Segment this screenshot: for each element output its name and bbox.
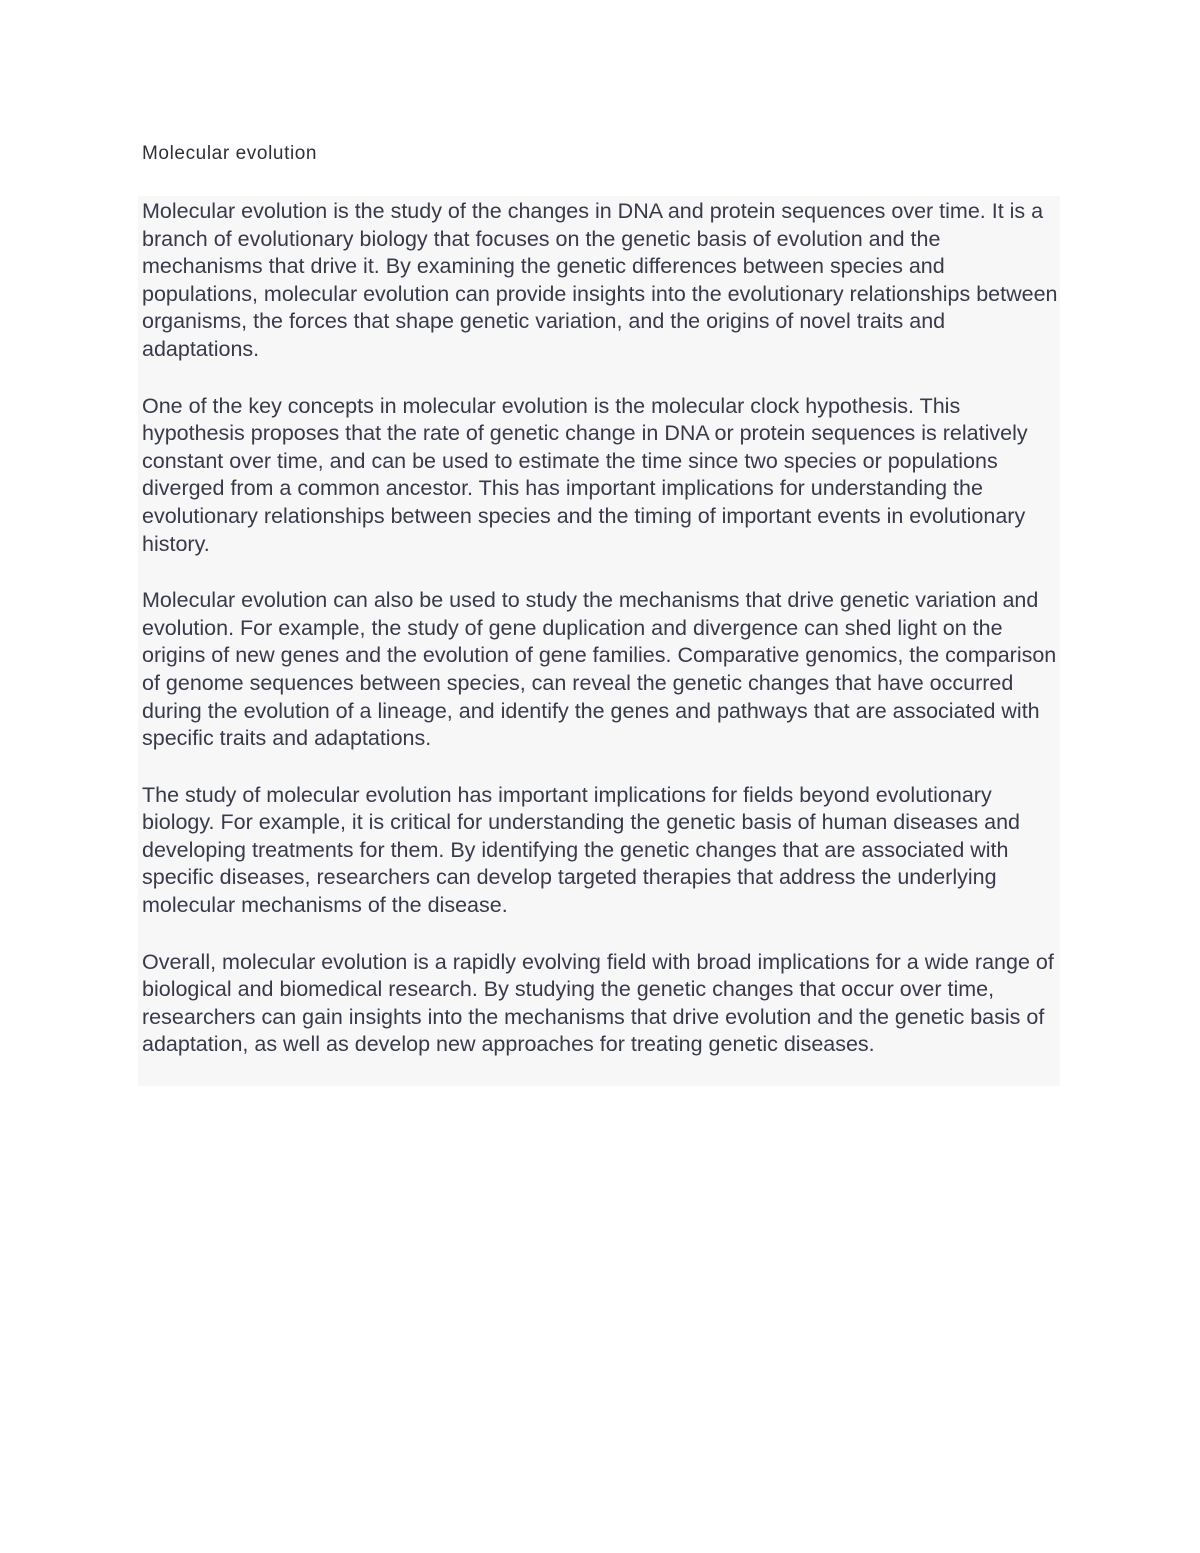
paragraph-5: Overall, molecular evolution is a rapidly evolving field with broad implications for a wide range of biological and biomedical research. By studying the genetic changes that occur over time, researchers can gain insights into the mechanisms that drive evolution and the genetic basis of adaptation, as well as develop new approaches for treating genetic diseases. [142, 949, 1054, 1057]
paragraph-4: The study of molecular evolution has important implications for fields beyond evolutionary biology. For example, it is critical for understanding the genetic basis of human diseases and developing treatments for them. By identifying the genetic changes that are associated with specific diseases, researchers can develop targeted therapies that address the underlying molecular mechanisms of the disease. [142, 782, 1020, 918]
paragraph-2: One of the key concepts in molecular evolution is the molecular clock hypothesis. This hypothesis proposes that the rate of genetic change in DNA or protein sequences is relatively constant over time, and can be used to estimate the time since two species or populations diverged from a common ancestor. This has important implications for understanding the evolutionary relationships between species and the timing of important events in evolutionary history. [142, 393, 1028, 556]
content-block [138, 196, 1060, 1086]
document-title: Molecular evolution [142, 143, 318, 164]
paragraph-1: Molecular evolution is the study of the changes in DNA and protein sequences over time. It is a branch of evolutionary biology that focuses on the genetic basis of evolution and the mechanisms that drive it. By examining the genetic differences between species and populations, molecular evolution can provide insights into the evolutionary relationships between organisms, the forces that shape genetic variation, and the origins of novel traits and adaptations. [142, 199, 1058, 361]
paragraph-3: Molecular evolution can also be used to study the mechanisms that drive genetic variation and evolution. For example, the study of gene duplication and divergence can shed light on the origins of new genes and the evolution of gene families. Comparative genomics, the comparison of genome sequences between species, can reveal the genetic changes that have occurred during the evolution of a lineage, and identify the genes and pathways that are associated with specific traits and adaptations. [142, 588, 1057, 751]
